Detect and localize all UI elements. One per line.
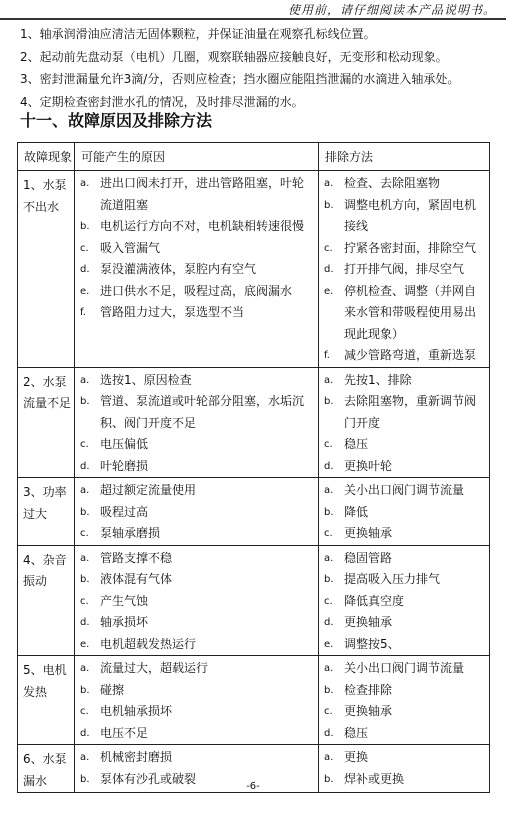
item-text: 降低真空度 [344,593,405,608]
header-rule [0,18,506,20]
header-text: 使用前，请仔细阅读本产品说明书。 [287,3,496,17]
cause-item [78,680,315,702]
cause-item [78,569,315,591]
item-marker: b. [80,574,90,585]
item-marker: d. [80,617,90,628]
remedy-item [322,701,486,723]
cause-item [78,591,315,613]
symptom-cell: 1、水泵不出水 [18,171,75,368]
item-text: 更换轴承 [344,526,393,540]
cause-item [78,548,315,570]
header-symptom: 故障现象 [18,143,75,171]
item-text: 选按1、原因检查 [100,372,192,387]
item-marker: d. [80,264,90,275]
item-text: 碰擦 [100,682,125,697]
item-text: 更换轴承 [344,615,393,629]
item-marker: b. [80,506,90,518]
cause-item [78,456,315,478]
cause-item [78,434,315,456]
item-text: 调整电机方向，紧固电机接线 [344,197,477,233]
item-text: 去除阻塞物，重新调节阀门开度 [344,394,477,430]
item-marker: c. [80,706,89,717]
cause-item [78,523,315,545]
table-header-row [18,143,490,171]
cause-item [78,634,315,656]
item-marker: e. [80,638,90,650]
remedy-item [322,502,486,524]
cause-item [78,658,315,680]
item-text: 机械密封磨损 [100,750,173,764]
item-marker: b. [80,396,90,407]
item-text: 减少管路弯道，重新选泵 [344,348,477,362]
symptom-cell: 2、水泵流量不足 [18,367,75,478]
remedy-cell [319,171,490,368]
item-marker: e. [324,285,334,297]
item-text: 进口供水不足，吸程过高，底阀漏水 [100,283,293,298]
item-text: 轴承损坏 [100,615,149,629]
item-text: 关小出口阀门调节流量 [344,483,465,497]
item-text: 泵体有沙孔或破裂 [100,771,197,786]
item-text: 吸程过高 [100,504,149,519]
symptom-cell: 4、杂音振动 [18,545,75,656]
item-text: 流量过大，超载运行 [100,661,209,675]
item-marker: a. [324,178,334,189]
cause-item [78,370,315,392]
item-marker: f. [324,350,330,361]
item-text: 提高吸入压力排气 [344,572,441,586]
header-remedy: 排除方法 [319,143,490,171]
item-marker: d. [324,727,334,739]
item-marker: c. [324,528,333,539]
item-text: 焊补或更换 [344,771,405,786]
remedy-item [322,370,486,392]
header-cause: 可能产生的原因 [75,143,319,171]
remedy-item [322,281,486,346]
item-text: 打开排气阀，排尽空气 [344,262,465,276]
item-text: 泵没灌满液体，泵腔内有空气 [100,262,257,276]
item-text: 稳压 [344,725,369,740]
item-text: 液体混有气体 [100,572,173,586]
remedy-item [322,456,486,478]
cause-item [78,259,315,281]
table-row [18,171,490,368]
item-text: 更换 [344,750,369,764]
cause-item [78,502,315,524]
item-text: 产生气蚀 [100,593,149,608]
item-text: 检查排除 [344,682,393,697]
item-marker: a. [80,485,90,496]
cause-cell [75,545,319,656]
remedy-item [322,548,486,570]
remedy-item [322,195,486,238]
remedy-item [322,345,486,367]
fault-table [17,142,490,793]
remedy-item [322,434,486,456]
cause-item [78,701,315,723]
section-title: 十一、故障原因及排除方法 [20,111,213,130]
item-marker: c. [324,595,333,607]
item-marker: d. [80,727,90,739]
remedy-item [322,723,486,745]
item-marker: f. [80,307,86,318]
item-marker: a. [324,663,334,674]
remedy-item [322,391,486,434]
item-marker: c. [80,528,89,539]
item-text: 更换叶轮 [344,458,393,473]
cause-item [78,216,315,238]
item-marker: b. [324,684,334,696]
item-text: 管路阻力过大，泵选型不当 [100,305,245,319]
item-marker: d. [80,460,90,472]
item-text: 吸入管漏气 [100,240,161,255]
item-marker: d. [324,264,334,275]
item-marker: c. [80,439,89,450]
cause-item [78,302,315,324]
cause-cell [75,478,319,546]
item-text: 停机检查、调整（并网自来水管和带吸程使用易出现此现象） [344,283,477,341]
cause-item [78,480,315,502]
item-text: 拧紧各密封面，排除空气 [344,240,477,255]
item-text: 超过额定流量使用 [100,483,197,497]
remedy-item [322,259,486,281]
item-marker: b. [324,506,334,518]
remedy-item [322,569,486,591]
item-marker: e. [80,285,90,297]
remedy-cell [319,367,490,478]
item-marker: c. [80,595,89,607]
remedy-item [322,523,486,545]
item-text: 先按1、排除 [344,372,412,387]
symptom-cell: 3、功率过大 [18,478,75,546]
item-text: 检查、去除阻塞物 [344,176,441,190]
remedy-cell [319,545,490,656]
symptom-cell: 6、水泵漏水 [18,745,75,793]
item-marker: b. [324,199,334,211]
item-marker: b. [324,574,334,585]
remedy-item [322,747,486,769]
table-row [18,656,490,745]
remedy-item [322,612,486,634]
note-4: 4、定期检查密封泄水孔的情况，及时排尽泄漏的水。 [20,94,304,109]
page-number: -6- [246,781,260,792]
item-marker: c. [324,706,333,717]
item-marker: b. [80,773,90,785]
item-marker: a. [324,374,334,386]
item-text: 电机轴承损坏 [100,704,173,718]
remedy-item [322,173,486,195]
item-text: 关小出口阀门调节流量 [344,661,465,675]
cause-item [78,238,315,260]
item-marker: d. [324,460,334,472]
item-marker: a. [324,552,334,564]
item-marker: c. [324,242,333,254]
item-marker: b. [80,684,90,696]
item-text: 叶轮磨损 [100,458,149,473]
note-3: 3、密封泄漏量允许3滴/分，否则应检查；挡水圈应能阻挡泄漏的水滴进入轴承处。 [20,72,460,86]
item-text: 进出口阀未打开，进出管路阻塞，叶轮流道阻塞 [100,176,305,212]
cause-cell [75,367,319,478]
item-text: 稳固管路 [344,550,393,565]
note-2: 2、起动前先盘动泵（电机）几圈，观察联轴器应接触良好，无变形和松动现象。 [20,49,448,64]
item-marker: c. [80,242,89,254]
table-row [18,367,490,478]
remedy-item [322,238,486,260]
item-marker: a. [80,178,90,189]
remedy-item [322,591,486,613]
page-header [0,0,506,20]
item-marker: b. [80,221,90,232]
item-marker: a. [80,374,90,386]
item-marker: d. [324,617,334,628]
item-text: 管路支撑不稳 [100,550,173,565]
remedy-item [322,634,486,656]
remedy-item [322,680,486,702]
note-1: 1、轴承润滑油应清洁无固体颗粒，并保证油量在观察孔标线位置。 [20,27,376,41]
item-marker: a. [324,485,334,496]
symptom-cell: 5、电机发热 [18,656,75,745]
item-text: 电机超载发热运行 [100,636,197,651]
remedy-item [322,480,486,502]
item-marker: e. [324,638,334,650]
item-text: 泵轴承磨损 [100,526,161,540]
item-text: 电压不足 [100,725,149,740]
item-marker: b. [324,396,334,407]
item-text: 更换轴承 [344,704,393,718]
cause-item [78,391,315,434]
table-row [18,478,490,546]
cause-cell [75,656,319,745]
cause-item [78,281,315,303]
maintenance-notes [20,23,500,113]
cause-item [78,173,315,216]
cause-item [78,723,315,745]
table-row [18,545,490,656]
item-text: 调整按5、 [344,636,400,651]
item-marker: c. [324,439,333,450]
item-text: 管道、泵流道或叶轮部分阻塞，水垢沉积、阀门开度不足 [100,394,305,430]
item-text: 降低 [344,504,369,519]
cause-item [78,612,315,634]
item-marker: a. [324,752,334,763]
remedy-item [322,658,486,680]
remedy-cell [319,656,490,745]
item-text: 电机运行方向不对，电机缺相转速很慢 [100,219,305,233]
item-marker: a. [80,663,90,674]
item-text: 稳压 [344,437,369,451]
item-marker: a. [80,752,90,763]
item-marker: a. [80,552,90,564]
remedy-cell [319,478,490,546]
cause-cell [75,171,319,368]
item-marker: b. [324,773,334,785]
cause-item [78,747,315,769]
item-text: 电压偏低 [100,437,149,451]
